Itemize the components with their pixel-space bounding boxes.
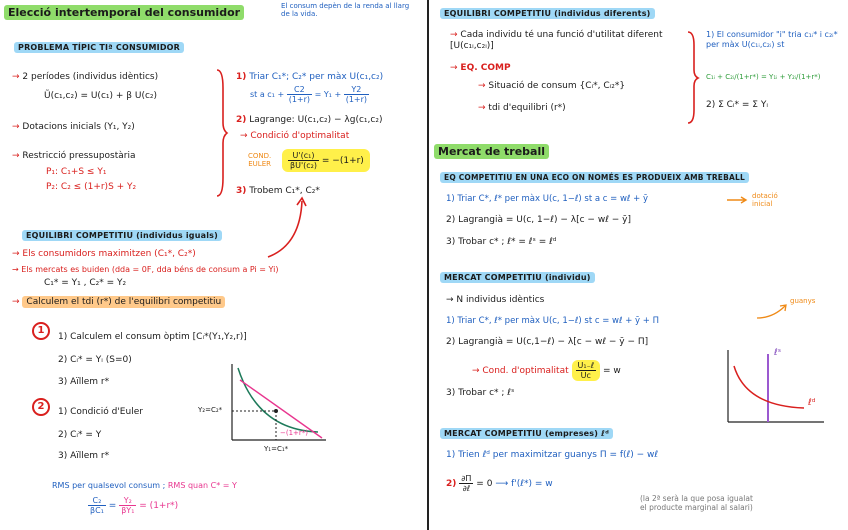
step3-text: Trobem C₁*, C₂*	[249, 186, 320, 196]
equil-header-label: EQUILIBRI COMPETITIU (individus iguals)	[22, 230, 222, 241]
ls-label: ℓˢ	[774, 348, 782, 358]
m3: 3) Trobar c* ; ℓ* = ℓˢ = ℓᵈ	[446, 237, 557, 247]
euler-graph	[218, 360, 328, 450]
ld-label: ℓᵈ	[808, 398, 816, 408]
endow-text: Dotacions inicials (Y₁, Y₂)	[22, 122, 135, 132]
rms-equation: $\frac{\text{C₂}}{\text{βC₁}}$ = $\frac{\text{Y₂}}{\text{βY₁}}$ = (1+r*)	[90, 496, 179, 515]
arrow-icon: →	[12, 249, 20, 259]
bullet3: → Calculem el tdi (r*) de l'equilibri competitiu	[12, 297, 225, 308]
utility-line: Ũ(c₁,c₂) = U(c₁) + β U(c₂)	[44, 91, 158, 101]
case1-step1: 1) Calculem el consum òptim [Cᵢ*(Y₁,Y₂,r)]	[58, 332, 247, 342]
right-header1: EQUILIBRI COMPETITIU (individus diferents)	[440, 8, 655, 20]
periods-line	[12, 72, 158, 83]
endow-line	[12, 122, 135, 133]
right-side1: 1) El consumidor "i" tria c₁ᵢ* i c₂ᵢ* per màx U(c₁ᵢ,c₂ᵢ) st	[706, 30, 838, 49]
e2: 2) $\frac{\partial\Pi}{\text{∂ℓ}}$ = 0 ⟶ f'(ℓ*) = w	[446, 474, 553, 493]
step1-constraint: st a c₁ + $\frac{C2}{(1+r)}$ = Y₁ + $\frac{Y2}{(1+r)}$	[250, 85, 368, 104]
arrow-icon: →	[12, 297, 20, 307]
step2: 2) Lagrange: U(c₁,c₂) − λg(c₁,c₂)	[236, 115, 383, 125]
bullet2: → Els mercats es buiden (dda = 0F, dda béns de consum a Pi = Yi)	[12, 265, 279, 274]
case1-step3: 3) Aïllem r*	[58, 377, 110, 387]
m1-note: dotació inicial	[752, 192, 778, 208]
case2-step3: 3) Aïllem r*	[58, 451, 110, 461]
right-side2: 2) Σ Cᵢ* = Σ Yᵢ	[706, 100, 768, 110]
budget-p2: P₂: C₂ ≤ (1+r)S + Y₂	[46, 182, 137, 192]
budget-title: Restricció pressupostària	[22, 151, 136, 161]
case2-step1: 1) Condició d'Euler	[58, 407, 143, 417]
left-bracket	[215, 68, 227, 198]
bullet2-sub: C₁* = Y₁ , C₂* = Y₂	[44, 278, 127, 288]
problema-header	[14, 42, 184, 54]
case1-circle: 1	[32, 322, 50, 340]
labour-graph	[720, 348, 830, 428]
graph-label-x: Y₁=C₁*	[264, 445, 289, 453]
arrow-icon: →	[12, 265, 19, 274]
case1-step2: 2) Cᵢ* = Yᵢ (S=0)	[58, 355, 132, 365]
right-row2: → EQ. COMP	[450, 63, 511, 73]
m2: 2) Lagrangià = U(c, 1−ℓ) − λ[c − wℓ − ȳ]	[446, 215, 632, 225]
step1: 1) Triar C₁*; C₂* per màx U(c₁,c₂)	[236, 72, 384, 82]
rms-line: RMS per qualsevol consum ; RMS quan C* = Y	[52, 481, 237, 490]
euler-label: COND. EULER	[248, 152, 272, 168]
eq-header: EQ COMPETITIU EN UNA ECO ON NOMÉS ES PRODUEIX AMB TREBALL	[440, 172, 749, 184]
euler-equation: $\frac{\text{U'(c₁)}}{\text{βU'(c₂)}}$ = −(1+r)	[282, 149, 370, 172]
mc3: 3) Trobar c* ; ℓˢ	[446, 388, 515, 398]
mc1: 1) Triar C*, ℓ* per màx U(c, 1−ℓ) st c = wℓ + ȳ + Π	[446, 316, 659, 326]
page-title: Elecció intertemporal del consumidor	[4, 5, 244, 20]
mc-header: MERCAT COMPETITIU (individu)	[440, 272, 595, 284]
right-row2a: → Situació de consum {Cᵢ*, Cᵢ₂*}	[478, 81, 626, 91]
arrow-icon: →	[12, 151, 20, 161]
case2-step2: 2) Cᵢ* = Y	[58, 430, 102, 440]
periods-text: 2 períodes (individus idèntics)	[22, 72, 159, 82]
euler-note: → Condició d'optimalitat	[240, 131, 350, 141]
mc0: → N individus idèntics	[446, 295, 545, 305]
right-side1-eq: C₁ᵢ + C₂ᵢ/(1+r*) = Y₁ᵢ + Y₂ᵢ/(1+r*)	[706, 73, 821, 81]
e1: 1) Trien ℓᵈ per maximitzar guanys Π = f(ℓ) − wℓ	[446, 450, 659, 460]
title-note-text: El consum depèn de la renda al llarg de la vida.	[281, 2, 410, 18]
column-divider	[427, 0, 429, 530]
graph-slope: −(1+r*)	[280, 429, 309, 437]
equil-header	[22, 230, 222, 242]
step1-text: Triar C₁*; C₂* per màx U(c₁,c₂)	[249, 72, 384, 82]
arrow-icon: →	[478, 103, 486, 113]
arrow-icon: →	[478, 81, 486, 91]
step3: 3) Trobem C₁*, C₂*	[236, 186, 320, 196]
right-row2b: → tdi d'equilibri (r*)	[478, 103, 566, 113]
m1-arrow-icon	[727, 196, 749, 204]
mc1-note: guanys	[790, 297, 816, 305]
right-bracket	[686, 30, 698, 125]
budget-p1: P₁: C₁+S ≤ Y₁	[46, 167, 107, 177]
arrow-icon: →	[450, 30, 458, 40]
mercat-header: Mercat de treball	[434, 146, 549, 157]
arrow-icon: →	[12, 122, 20, 132]
m1: 1) Triar C*, ℓ* per màx U(c, 1−ℓ) st a c = wℓ + ȳ	[446, 194, 648, 204]
mc2: 2) Lagrangià = U(c,1−ℓ) − λ[c − wℓ − ȳ − Π]	[446, 337, 649, 347]
problema-header-label: PROBLEMA TÍPIC TIª CONSUMIDOR	[14, 42, 184, 53]
curved-arrow-icon	[260, 195, 310, 265]
mc2-sub: → Cond. d'optimalitat $\frac{\text{U₁₋ℓ}}{Uc}$ = w	[472, 361, 621, 380]
step2-text: Lagrange: U(c₁,c₂) − λg(c₁,c₂)	[249, 115, 383, 125]
budget-line	[12, 151, 136, 162]
footnote: (la 2ª serà la que posa igualat el producte marginal al salari)	[640, 494, 753, 512]
bullet1: → Els consumidors maximitzen (C₁*, C₂*)	[12, 249, 196, 259]
title-note	[281, 2, 416, 18]
arrow-icon: →	[450, 63, 458, 73]
case2-circle: 2	[32, 398, 50, 416]
right-row1: → Cada individu té una funció d'utilitat diferent [U(c₁ᵢ,c₂ᵢ)]	[450, 30, 663, 51]
arrow-icon: →	[12, 72, 20, 82]
emp-header: MERCAT COMPETITIU (empreses) ℓᵈ	[440, 428, 613, 440]
graph-label-y: Y₂=C₂*	[198, 406, 223, 414]
guanys-arrow-icon	[755, 302, 793, 320]
